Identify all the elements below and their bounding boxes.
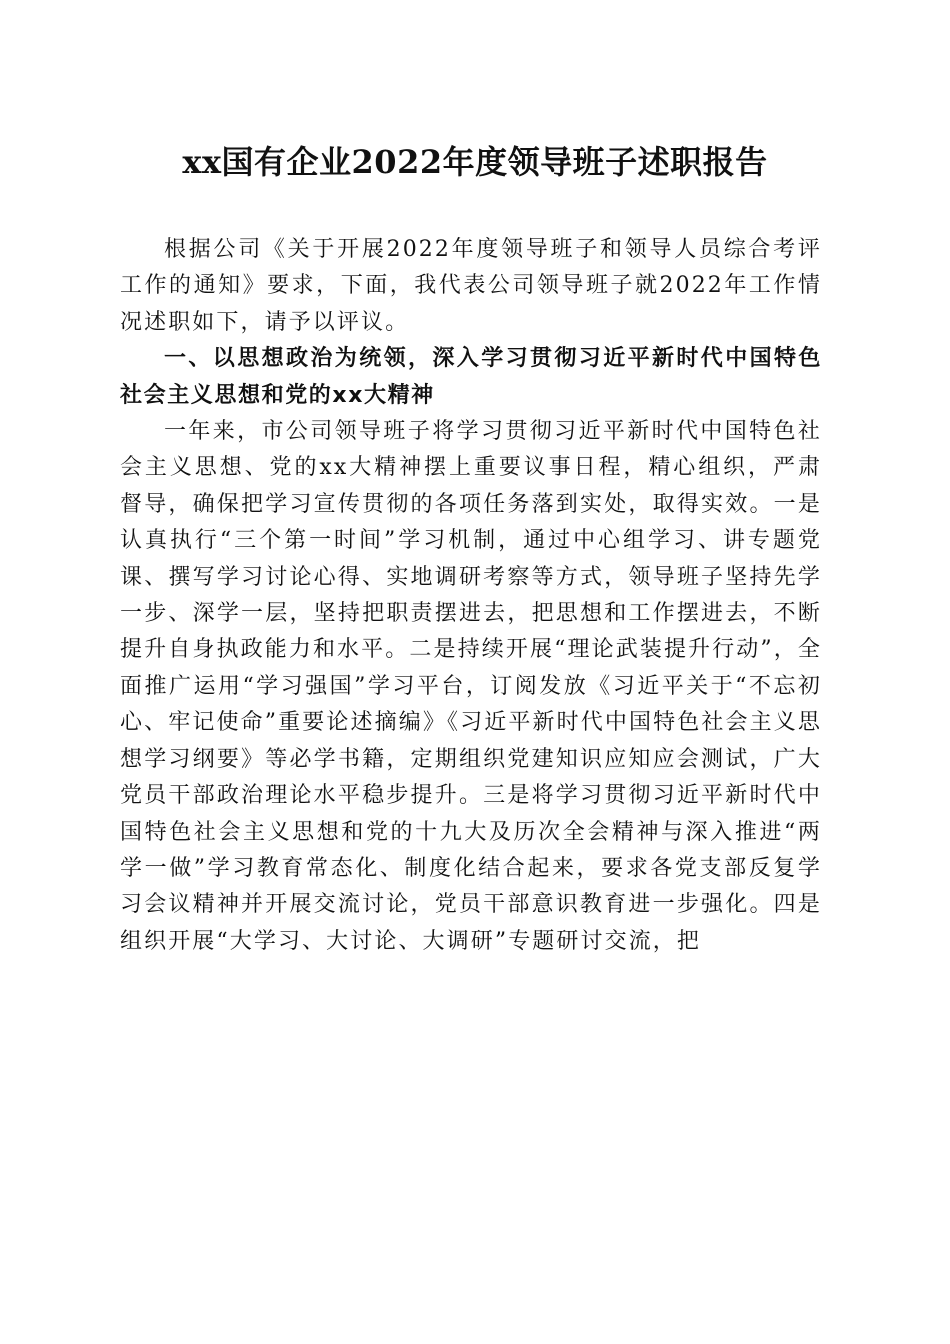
page-title: xx国有企业2022年度领导班子述职报告 [182, 143, 768, 181]
document-body [120, 232, 822, 960]
section-paragraph: 一年来，市公司领导班子将学习贯彻习近平新时代中国特色社会主义思想、党的xx大精神摆上重要议事日程，精心组织，严肃督导，确保把学习宣传贯彻的各项任务落到实处，取得实效。一是认真执行“三个第一时间”学习机制，通过中心组学习、讲专题党课、撰写学习讨论心得、实地调研考察等方式，领导班子坚持先学一步、深学一层，坚持把职责摆进去，把思想和工作摆进去，不断提升自身执政能力和水平。二是持续开展“理论武装提升行动”，全面推广运用“学习强国”学习平台，订阅发放《习近平关于“不忘初心、牢记使命”重要论述摘编》《习近平新时代中国特色社会主义思想学习纲要》等必学书籍，定期组织党建知识应知应会测试，广大党员干部政治理论水平稳步提升。三是将学习贯彻习近平新时代中国特色社会主义思想和党的十九大及历次全会精神与深入推进“两学一做”学习教育常态化、制度化结合起来，要求各党支部反复学习会议精神并开展交流讨论，党员干部意识教育进一步强化。四是组织开展“大学习、大讨论、大调研”专题研讨交流，把 [120, 419, 822, 954]
intro-paragraph: 根据公司《关于开展2022年度领导班子和领导人员综合考评工作的通知》要求，下面，我代表公司领导班子就2022年工作情况述职如下，请予以评议。 [120, 237, 822, 335]
section-heading: 一、以思想政治为统领，深入学习贯彻习近平新时代中国特色社会主义思想和党的xx大精神 [120, 346, 822, 408]
